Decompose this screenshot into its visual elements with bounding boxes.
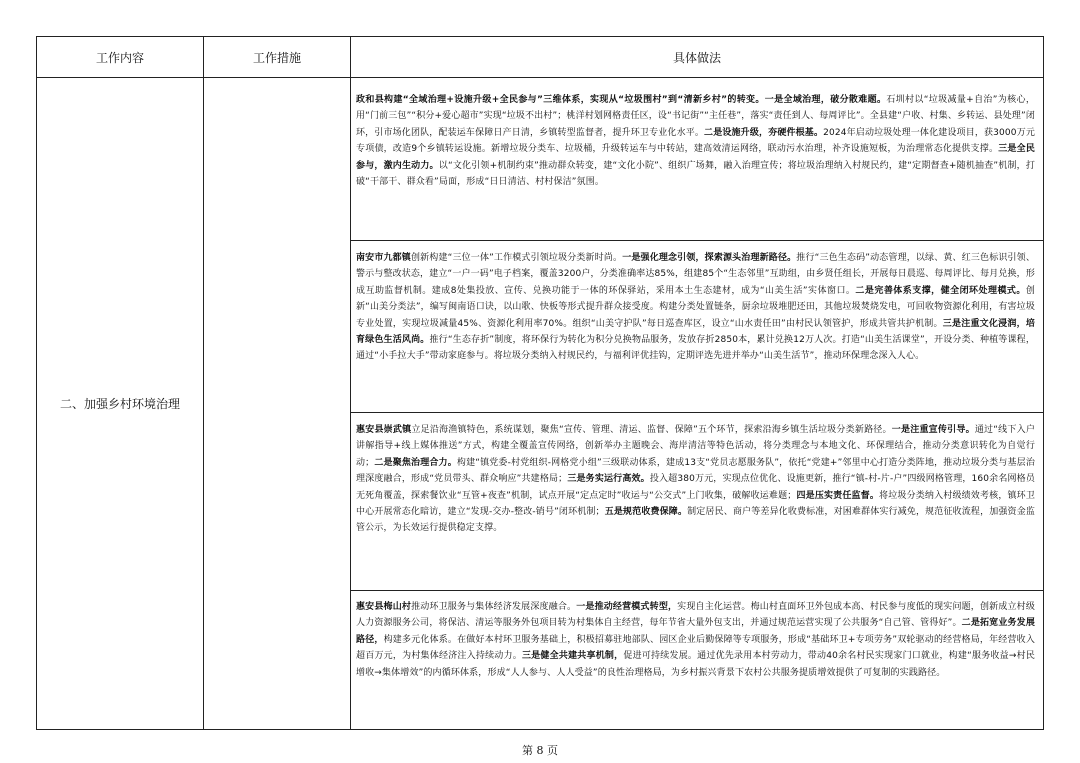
practice-entry-chongwu <box>351 413 1043 591</box>
category-cell <box>37 78 204 730</box>
entry-highlight-text: 二是完善体系支撑，健全闭环处理模式。 <box>855 285 1026 296</box>
header-specific-practices: 具体做法 <box>351 37 1044 78</box>
entry-highlight-text: 一是注重宣传引导。 <box>891 425 975 435</box>
entry-highlight-text: 四是压实责任监督。 <box>796 490 880 501</box>
entry-text: 创新构建“三位一体”工作模式引领垃圾分类新时尚。 <box>410 253 623 263</box>
entry-text: 投入超380万元，实现点位优化、设施更新，推行“镇-村-片-户”四级网格管理，160余名网格员无死角覆盖，探索餐饮业“互管+夜查”机制，试点开展“定点定时”收运与“公交式”上门收集，破解收运难题； <box>356 474 1035 501</box>
entry-text: 2024年启动垃圾处理一体化建设项目，获3000万元专项债，改造9个乡镇转运设施。新增垃圾分类车、垃圾桶，升级转运车与中转站，建高效清运网络，联动污水治理，补齐设施短板，为治理常态化提供支撑。 <box>356 127 1036 155</box>
entry-text: 构建“镇党委-村党组织-网格党小组”三级联动体系，建成13支“党员志愿服务队”，依托“党建+”邻里中心打造分类阵地，推动垃圾分类与基层治理深度融合，形成“党员带头、群众响应”共建格局； <box>356 457 1035 485</box>
entry-highlight-text: 南安市九都镇 <box>356 253 411 263</box>
entry-text: 创新“山美分类法”，编写闽南语口诀，以山歌、快板等形式提升群众接受度。构建分类处置链条，厨余垃圾堆肥还田，其他垃圾焚烧发电，可回收物资源化利用，有害垃圾专业处置，实现垃圾减量45%、资源化利用率70%。组织“山美守护队”每日巡查库区，设立“山水责任田”由村民认领管护，形成共管共护机制。 <box>356 285 1036 329</box>
entry-highlight-text: 五是规范收费保障。 <box>604 507 688 518</box>
entry-text: 将垃圾分类纳入村级绩效考核，镇环卫中心开展常态化暗访，建立“发现-交办-整改-销号”闭环机制； <box>356 490 1035 518</box>
entry-highlight-text: 二是拓宽业务发展路径， <box>356 618 1035 645</box>
entry-text: 石圳村以“垃圾减量+自治”为核心，用“门前三包”“积分+爱心超市”实现“垃圾不出村”；桃洋村划网格责任区，设“书记街”“主任巷”，落实“责任到人、每周评比”。全县建“户收、村集、乡转运、县处理”闭环，引市场化团队，配装运车保障日产日清，乡镇转型监督者，提升环卫专业化水平。 <box>356 95 1035 138</box>
table-row <box>37 78 1044 730</box>
entry-text: 促进可持续发展。通过优先录用本村劳动力，带动40余名村民实现家门口就业，构建“服务收益→村民增收→集体增效”的内循环体系，形成“人人参与、人人受益”的良性治理格局，为乡村振兴背景下农村公共服务提质增效提供了可复制的实践路径。 <box>356 651 1035 678</box>
entry-text: 制定居民、商户等差异化收费标准，对困难群体实行减免，规范征收流程，加强资金监管公示，为长效运行提供稳定支撑。 <box>356 507 1036 534</box>
entry-highlight-text: 一是全域治理，破分散难题。 <box>764 95 887 105</box>
work-table <box>36 36 1044 730</box>
entry-highlight-text: 三是务实运行高效。 <box>567 474 650 485</box>
entry-highlight-text: 一是推动经营模式转型， <box>576 602 678 612</box>
entry-text: 实现自主化运营。梅山村直面环卫外包成本高、村民参与度低的现实问题，创新成立村级人力资源服务公司，将保洁、清运等服务外包项目转为村集体自主经营，每年节省大量外包支出，并通过规范运营实现了公共服务“自己管、管得好”。 <box>356 602 1036 629</box>
entry-text: 推动环卫服务与集体经济发展深度融合。 <box>411 602 577 612</box>
entry-highlight-text: 政和县构建“全域治理+设施升级+全民参与”三维体系，实现从“垃圾围村”到“清新乡村”的转变。 <box>356 95 765 105</box>
entry-text: 以“文化引领+机制约束”推动群众转变，建“文化小院”、组织广场舞，融入治理宣传；将垃圾治理纳入村规民约，建“定期督查+随机抽查”机制，打破“干部干、群众看”局面，形成“日日清洁、村村保洁”氛围。 <box>356 160 1036 188</box>
entry-highlight-text: 惠安县崇武镇 <box>356 425 412 435</box>
entry-highlight-text: 三是全民参与，激内生动力。 <box>356 144 1035 171</box>
category-label: 二、加强乡村环境治理 <box>59 397 180 411</box>
entry-highlight-text: 二是聚焦治理合力。 <box>374 457 457 468</box>
entry-highlight-text: 二是设施升级，夯硬件根基。 <box>704 127 824 138</box>
measure-cell <box>204 78 351 730</box>
entry-highlight-text: 三是健全共建共享机制， <box>521 651 624 662</box>
header-work-content: 工作内容 <box>37 37 204 78</box>
entry-highlight-text: 一是强化理念引领，探索源头治理新路径。 <box>622 253 797 263</box>
entry-text: 通过“线下入户讲解指导+线上媒体推送”方式，构建全覆盖宣传网络，创新举办主题晚会、海岸清洁等特色活动，将分类理念与本地文化、环保理结合，推动分类意识转化为自觉行动； <box>356 425 1036 468</box>
practice-entry-jiudu <box>351 241 1043 413</box>
practice-entry-zhenghe <box>351 78 1043 241</box>
practice-entry-meishan <box>351 591 1043 729</box>
practices-cell <box>351 78 1044 730</box>
header-work-measures: 工作措施 <box>204 37 351 78</box>
entry-text: 推行“生态存折”制度，将环保行为转化为积分兑换物品服务，发放存折2850本，累计兑换12万人次。打造“山美生活课堂”，开设分类、种植等课程，通过“小手拉大手”带动家庭参与。将垃圾分类纳入村规民约，与福利评优挂钩，定期评选先进并举办“山美生活节”，推动环保理念深入人心。 <box>356 335 1035 362</box>
entry-text: 推行“三色生态码”动态管理，以绿、黄、红三色标识引领、警示与整改状态，建立“一户一码”电子档案，覆盖3200户，分类准确率达85%，组建85个“生态邻里”互助组，由乡贤任组长，开展每日晨巡、每周评比、每月兑换，形成互助监督机制。建成8处集投放、宣传、兑换功能于一体的环保驿站，采用本土生态建材，成为“山美生活”实体窗口。 <box>356 253 1035 296</box>
entry-text: 构建多元化体系。在做好本村环卫服务基础上，积极招募驻地部队、园区企业后勤保障等专项服务，形成“基础环卫+专项劳务”双轮驱动的经营格局，年经营收入超百万元，为村集体经济注入持续动力。 <box>356 634 1036 662</box>
entry-highlight-text: 三是注重文化浸润，培育绿色生活风尚。 <box>356 318 1035 346</box>
table-header-row <box>37 37 1044 78</box>
entry-highlight-text: 惠安县梅山村 <box>356 602 412 612</box>
entry-text: 立足沿海渔镇特色，系统谋划，聚焦“宣传、管理、清运、监督、保障”五个环节，探索沿海乡镇生活垃圾分类新路径。 <box>411 425 892 435</box>
page-number: 第 8 页 <box>522 744 558 757</box>
